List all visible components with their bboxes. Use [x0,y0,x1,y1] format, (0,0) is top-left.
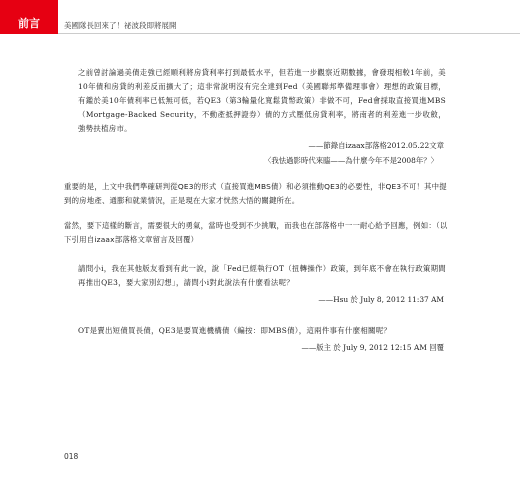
body-paragraph-1: 重要的是，上文中我們準確研判從QE3的形式（直接買進MBS債）和必須推動QE3的必要性，非QE3不可！其中提到的房地產、通膨和就業情況，正是現在大家才恍然大悟的關鍵所在。 [64,182,447,205]
author-reply: OT是賣出短債買長債，QE3是要買進機構債（編按：即MBS債），這兩件事有什麼相關呢？ [78,326,392,335]
page-content [64,66,452,355]
excerpt-source-title: 〈我怯過影時代來臨——為什麼今年不是2008年？〉 [263,156,438,165]
excerpt-signature: ——節錄自izaax部落格2012.05.22文章 [308,141,444,150]
author-reply-signature: ——版主 於 July 9, 2012 12:15 AM 回覆 [301,343,444,352]
header-title-area [58,0,520,34]
quoted-excerpt: 之前曾討論過美債走強已經順利將房貸利率打到最低水平，但若進一步觀察近期數據，會發現相較1年前，美10年債和房貸的利差反而擴大了；這非常說明沒有完全達到Fed（美國聯邦準備理事會）理想的政策目標，有鑑於美10年債利率已低無可低，若QE3（第3輪量化寬鬆貨幣政策）非做不可，Fed會採取直接買進MBS（Mortgage-Backed Security，不動產抵押證券）債的方式壓低房貸利率，將南者的利差進一步收斂，強勢扶植房市。 [78,68,446,133]
body-paragraph-2: 當然，要下這樣的斷言，需要很大的勇氣，當時也受到不少挑戰，而我也在部落格中一一耐心給予回應，例如：（以下引用自izaax部落格文章留言及回覆） [64,221,448,244]
reader-comment-signature: ——Hsu 於 July 8, 2012 11:37 AM [318,295,444,304]
header-divider [58,33,520,34]
reader-comment: 請問小i，我在其他版友看到有此一說，說「Fed已經執行OT（扭轉操作）政策，到年底不會在執行政策期間再推出QE3，要大家別幻想」，請問小i對此說法有什麼看法呢？ [78,264,446,287]
page-header [0,0,520,34]
page-number: 018 [64,452,79,461]
running-title: 美國隊長回來了！祕波段即將展開 [64,21,177,30]
chapter-tag: 前言 [0,0,58,34]
